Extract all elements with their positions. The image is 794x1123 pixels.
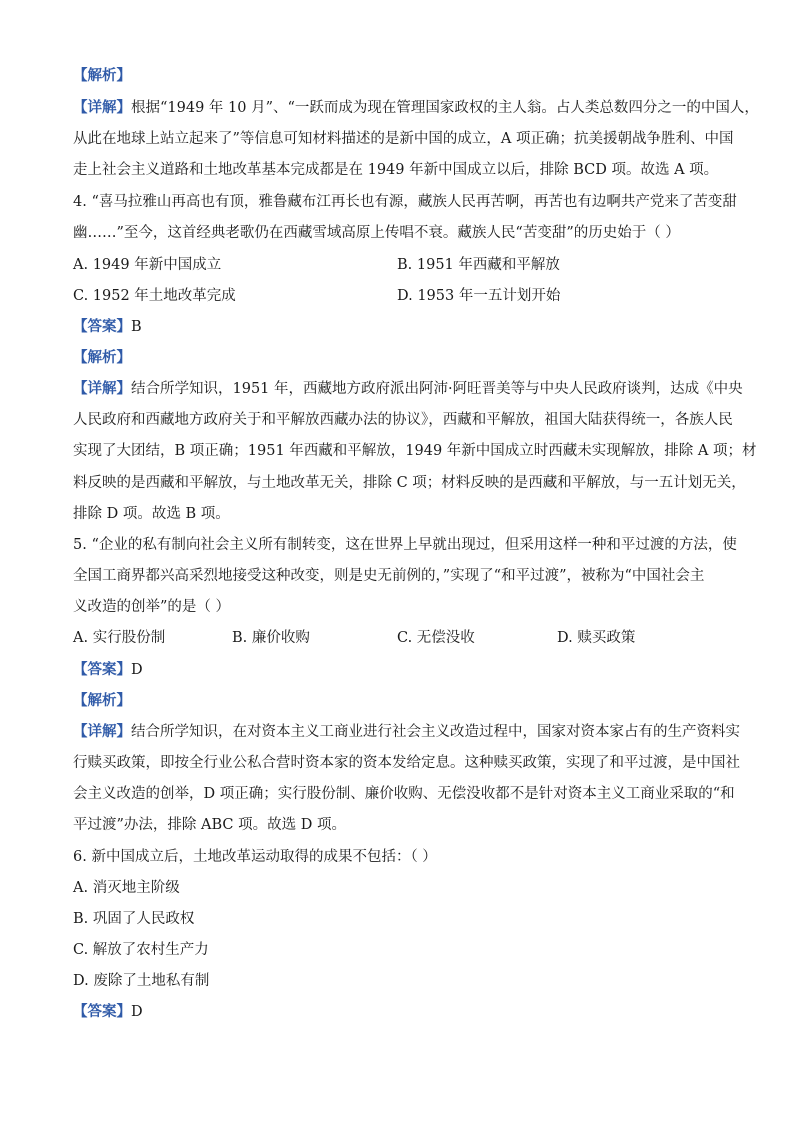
question-5-option-c: C. 无偿没收	[397, 630, 475, 646]
question-5-stem: 义改造的创举”的是（ ）	[73, 599, 231, 615]
question-4-stem: 幽……”至今，这首经典老歌仍在西藏雪域高原上传唱不衰。藏族人民“苦变甜”的历史始于（ ）	[73, 225, 680, 241]
detail-paragraph-line: 【详解】结合所学知识，1951 年，西藏地方政府派出阿沛·阿旺晋美等与中央人民政府谈判，达成《中央	[73, 380, 743, 397]
question-6-option-a: A. 消灭地主阶级	[73, 880, 180, 896]
detail-paragraph-line: 走上社会主义道路和土地改革基本完成都是在 1949 年新中国成立以后，排除 BCD 项。故选 A 项。	[73, 162, 719, 178]
analysis-heading: 【解析】	[73, 67, 131, 84]
detail-paragraph-line: 从此在地球上站立起来了”等信息可知材料描述的是新中国的成立，A 项正确；抗美援朝战争胜利、中国	[73, 131, 734, 147]
detail-paragraph-line: 人民政府和西藏地方政府关于和平解放西藏办法的协议》，西藏和平解放，祖国大陆获得统一，各族人民	[73, 412, 733, 428]
question-6-stem: 6. 新中国成立后，土地改革运动取得的成果不包括：（ ）	[73, 849, 437, 865]
analysis-heading: 【解析】	[73, 349, 131, 366]
question-5-option-b: B. 廉价收购	[232, 630, 310, 646]
question-4-answer: 【答案】B	[73, 318, 142, 335]
question-5-option-a: A. 实行股份制	[73, 630, 166, 646]
question-6-option-d: D. 废除了土地私有制	[73, 973, 210, 989]
detail-paragraph-line: 实现了大团结，B 项正确；1951 年西藏和平解放，1949 年新中国成立时西藏未实现解放，排除 A 项；材	[73, 443, 757, 459]
question-6-option-c: C. 解放了农村生产力	[73, 942, 209, 958]
question-4-option-a: A. 1949 年新中国成立	[73, 257, 222, 273]
detail-paragraph-line: 会主义改造的创举，D 项正确；实行股份制、廉价收购、无偿没收都不是针对资本主义工商业采取的“和	[73, 786, 735, 802]
detail-paragraph-line: 排除 D 项。故选 B 项。	[73, 506, 230, 522]
detail-paragraph-line: 平过渡”办法，排除 ABC 项。故选 D 项。	[73, 817, 346, 833]
question-6-option-b: B. 巩固了人民政权	[73, 911, 195, 927]
analysis-heading: 【解析】	[73, 692, 131, 709]
question-6-answer: 【答案】D	[73, 1003, 143, 1020]
detail-paragraph-line: 【详解】结合所学知识，在对资本主义工商业进行社会主义改造过程中，国家对资本家占有的生产资料实	[73, 723, 740, 740]
question-4-option-d: D. 1953 年一五计划开始	[397, 288, 561, 304]
question-4-option-c: C. 1952 年土地改革完成	[73, 288, 236, 304]
question-5-stem: 5. “企业的私有制向社会主义所有制转变，这在世界上早就出现过，但采用这样一种和平过渡的方法，使	[73, 537, 737, 553]
detail-paragraph-line: 【详解】根据“1949 年 10 月”、“一跃而成为现在管理国家政权的主人翁。占人类总数四分之一的中国人，	[73, 99, 759, 116]
question-5-stem: 全国工商界都兴高采烈地接受这种改变，则是史无前例的，”实现了“和平过渡”，被称为“中国社会主	[73, 568, 705, 584]
question-4-option-b: B. 1951 年西藏和平解放	[397, 257, 560, 273]
detail-paragraph-line: 行赎买政策，即按全行业公私合营时资本家的资本发给定息。这种赎买政策，实现了和平过渡，是中国社	[73, 755, 740, 771]
question-5-option-d: D. 赎买政策	[557, 630, 636, 646]
question-5-answer: 【答案】D	[73, 661, 143, 678]
question-4-stem: 4. “喜马拉雅山再高也有顶，雅鲁藏布江再长也有源，藏族人民再苦啊，再苦也有边啊共产党来了苦变甜	[73, 194, 737, 210]
detail-paragraph-line: 料反映的是西藏和平解放，与土地改革无关，排除 C 项；材料反映的是西藏和平解放，与一五计划无关，	[73, 475, 746, 491]
